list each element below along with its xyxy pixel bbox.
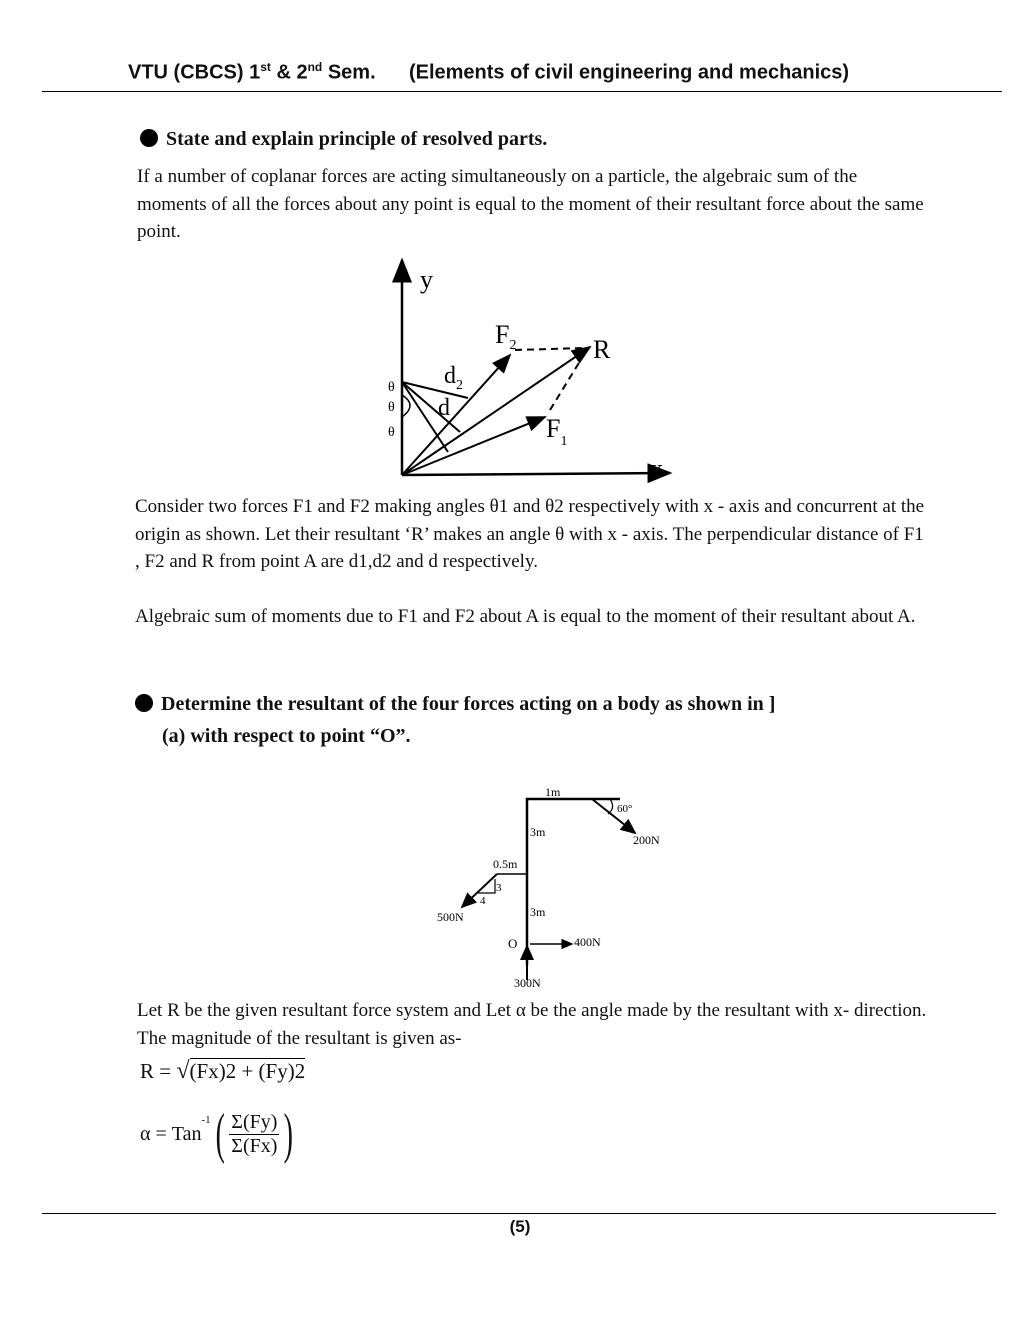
four-forces-diagram [420, 780, 700, 990]
section1-intro: If a number of coplanar forces are acting simultaneously on a particle, the algebraic sum of the moments of all the forces about any point is equal to the moment of their resultant force about the same point. [137, 166, 924, 242]
force-label: 200N [633, 833, 660, 847]
x-axis [402, 473, 670, 475]
slope-label: 4 [480, 895, 486, 907]
header-sem: Sem. [322, 61, 376, 84]
formula-radicand: (Fx)2 + (Fy)2 [189, 1059, 306, 1083]
formula-sup: -1 [201, 1114, 211, 1126]
sqrt-icon: √ [176, 1058, 190, 1084]
force-f2-arrow [402, 355, 510, 475]
footer-divider [42, 1213, 996, 1214]
section2-text: Let R be the given resultant force system and Let α be the angle made by the resultant with x- direction. The magnitude of the resultant is given as- [137, 1000, 927, 1049]
formula-lhs: R = [140, 1059, 172, 1083]
length-label: 3m [530, 825, 546, 839]
header-sup: nd [307, 60, 323, 74]
force-label: 400N [574, 935, 601, 949]
d2-label: $d_2$ [444, 363, 463, 393]
section2-title-line1: Determine the resultant of the four forces acting on a body as shown in ] [161, 693, 776, 715]
header-course: VTU (CBCS) 1 [128, 61, 261, 84]
formula-denominator: Σ(Fx) [231, 1134, 278, 1157]
page-number: (5) [509, 1217, 531, 1236]
length-label: 1m [545, 785, 561, 799]
d-label: d [438, 395, 450, 421]
header-text: & 2 [270, 61, 308, 84]
header-subject: (Elements of civil engineering and mechanics) [408, 61, 850, 84]
theta-label: θ [388, 400, 395, 415]
header-divider [42, 91, 1002, 92]
dashed-line [515, 348, 585, 350]
slope-triangle [478, 879, 495, 893]
section2-title [135, 693, 775, 716]
resultant-arrow [402, 347, 590, 475]
section1-title [140, 128, 547, 151]
resolved-parts-diagram [380, 255, 680, 485]
formula-lhs: α = Tan [140, 1122, 202, 1145]
paren-right: ) [284, 1103, 294, 1165]
page-header [128, 60, 849, 85]
theta-label: θ [388, 425, 395, 440]
force-label: 500N [437, 910, 464, 924]
angle-label: 60° [617, 803, 633, 815]
r-label: R [593, 335, 611, 364]
theta-label: θ [388, 380, 395, 395]
y-label: y [420, 265, 433, 294]
x-label: x [650, 454, 663, 483]
fraction [229, 1111, 279, 1158]
header-sup: st [260, 60, 271, 74]
section2-title-line2: (a) with respect to point “O”. [162, 725, 411, 747]
bullet-icon [140, 129, 158, 147]
formula-numerator: Σ(Fy) [231, 1110, 278, 1133]
paren-left: ( [215, 1103, 225, 1165]
section1-explanation: Consider two forces F1 and F2 making angles θ1 and θ2 respectively with x - axis and concurrent at the origin as shown. Let their resultant ‘R’ makes an angle θ with x - axis. The perpendicular distance of F1 , F2 and R from point A are d1,d2 and d respectively. [135, 496, 925, 572]
formula-alpha [140, 1102, 298, 1166]
length-label: 3m [530, 905, 546, 919]
f1-label: $F_1$ [546, 414, 568, 449]
length-label: 0.5m [493, 857, 518, 871]
bullet-icon [135, 694, 153, 712]
f2-label: $F_2$ [495, 320, 517, 353]
section1-title-text: State and explain principle of resolved parts. [166, 128, 548, 150]
section1-conclusion: Algebraic sum of moments due to F1 and F2 about A is equal to the moment of their resultant about A. [135, 606, 916, 627]
formula-r [140, 1058, 305, 1085]
point-o-label: O [508, 936, 518, 951]
force-label: 300N [514, 976, 541, 990]
slope-label: 3 [496, 882, 502, 894]
